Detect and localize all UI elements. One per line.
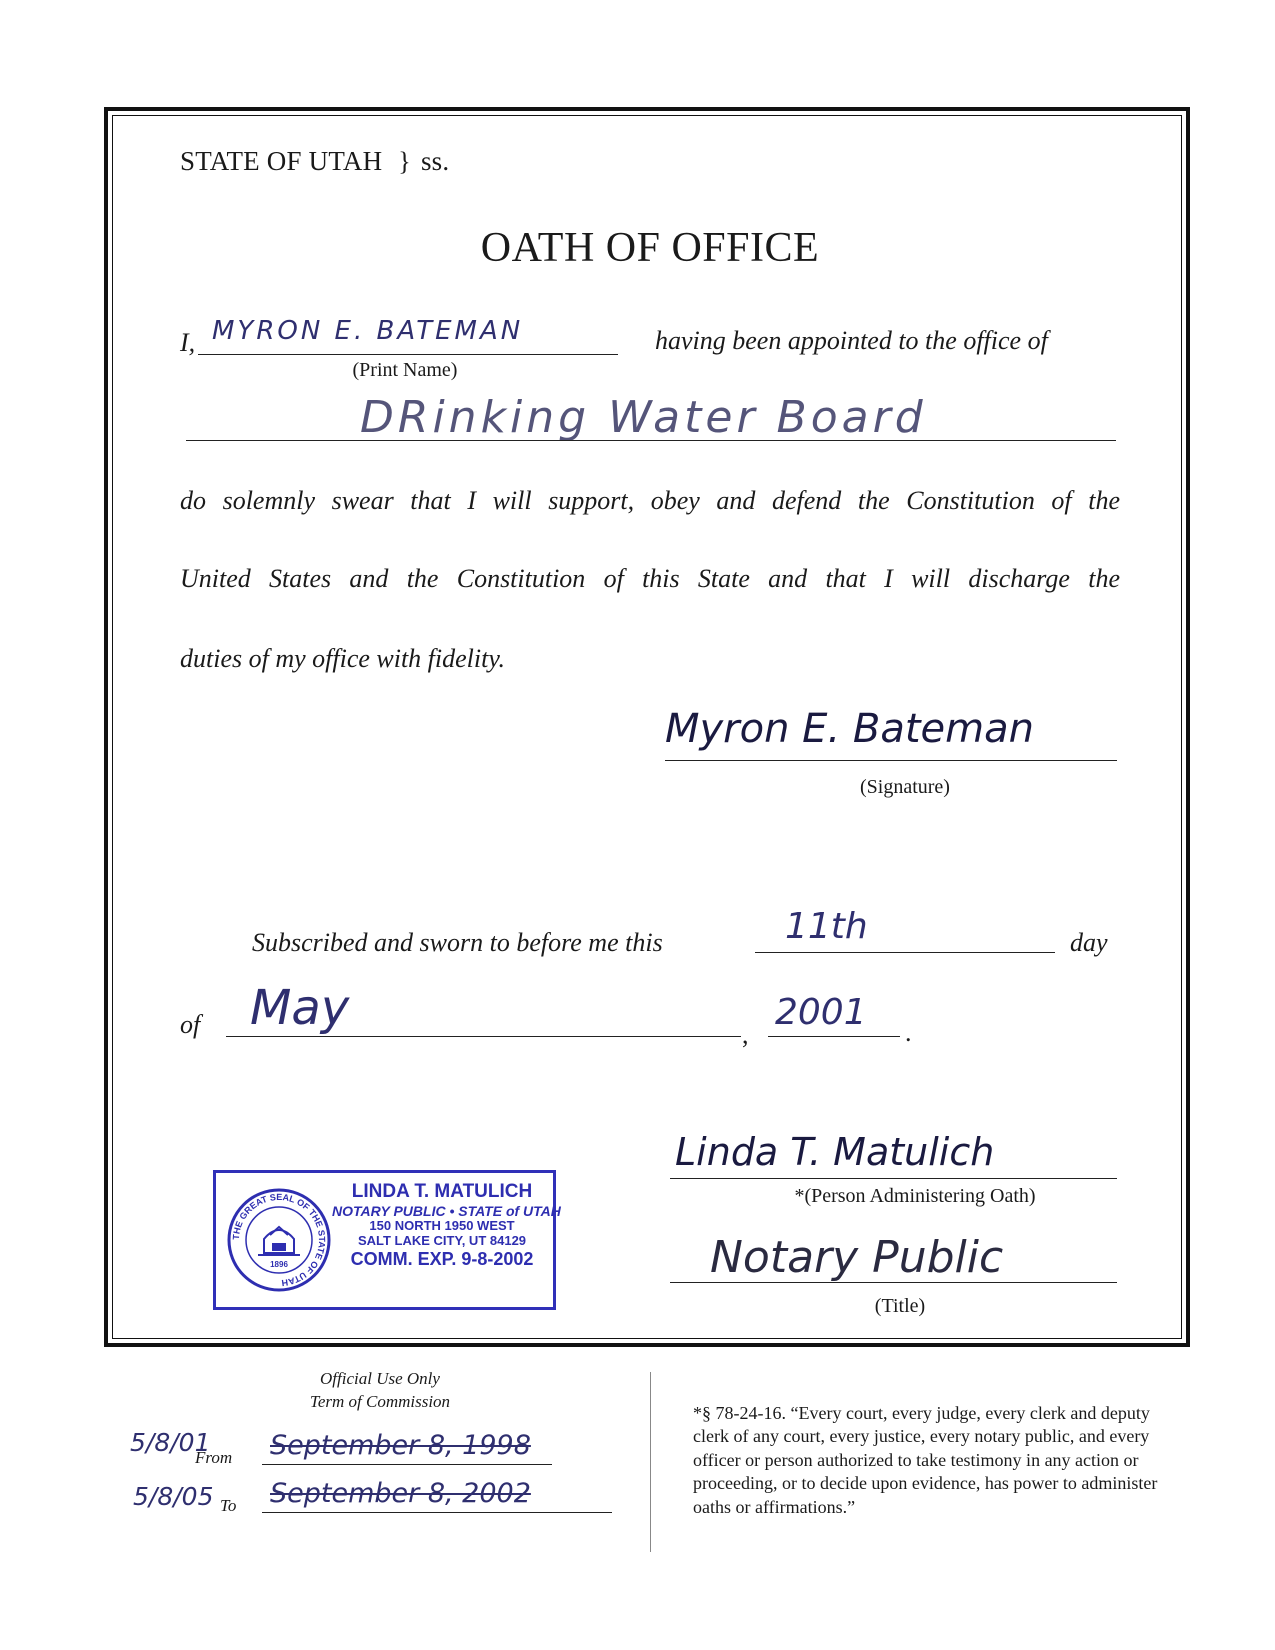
official-use-heading-2: Term of Commission (309, 1391, 451, 1411)
administrator-title-caption: (Title) (874, 1295, 926, 1317)
stamp-address-street: 150 NORTH 1950 WEST (369, 1217, 515, 1233)
sworn-day-line (755, 952, 1055, 953)
administrator-caption: *(Person Administering Oath) (794, 1185, 1036, 1207)
oath-text-line-2: United States and the Constitution of this State and that I will discharge the (180, 564, 1120, 593)
seal-ring-text: THE GREAT SEAL OF THE STATE OF UTAH (230, 1191, 328, 1288)
print-name-handwritten: MYRON E. BATEMAN (212, 316, 524, 346)
print-name-line (198, 354, 618, 355)
term-from-line (262, 1464, 552, 1465)
administrator-title-line (670, 1282, 1117, 1283)
statute-note: *§ 78-24-16. “Every court, every judge, every clerk and deputy clerk of any court, every justice, every notary public, and every officer or person authorized to take testimony in any action or proceeding, or to decide upon evidence, has power to administer oaths or affirmations.” (693, 1403, 1158, 1517)
official-use-heading (280, 1368, 480, 1414)
official-use-heading-1: Official Use Only (320, 1369, 440, 1388)
term-from-label: From (195, 1448, 233, 1467)
seal-year: 1896 (270, 1260, 288, 1269)
sworn-month-line (226, 1036, 741, 1037)
sworn-prefix: Subscribed and sworn to before me this (252, 928, 663, 957)
sworn-period: . (905, 1018, 912, 1047)
appointment-suffix: having been appointed to the office of (655, 326, 1048, 355)
state-seal-icon (226, 1187, 332, 1293)
state-ss: ss. (420, 146, 450, 176)
administrator-signature-handwritten: Linda T. Matulich (675, 1130, 995, 1174)
term-to-line (262, 1512, 612, 1513)
oath-text-line-1: do solemnly swear that I will support, obey and defend the Constitution of the (180, 486, 1120, 515)
sworn-year-handwritten: 2001 (775, 992, 867, 1033)
office-line (186, 440, 1116, 441)
page-title: OATH OF OFFICE (480, 225, 820, 271)
sworn-comma: , (742, 1020, 749, 1049)
sworn-month-handwritten: May (250, 980, 350, 1036)
sworn-day-suffix: day (1070, 928, 1108, 957)
footer-divider (650, 1372, 651, 1552)
stamp-address-city: SALT LAKE CITY, UT 84129 (357, 1232, 527, 1248)
state-name: STATE OF UTAH (180, 146, 383, 176)
stamp-notary-public: NOTARY PUBLIC • STATE of UTAH (332, 1202, 561, 1219)
oath-text-line-3: duties of my office with fidelity. (180, 644, 505, 673)
stamp-commission-expiry: COMM. EXP. 9-8-2002 (350, 1248, 534, 1269)
signature-line (665, 760, 1117, 761)
term-to-label: To (220, 1496, 237, 1515)
administrator-title-handwritten: Notary Public (710, 1232, 1004, 1283)
term-from-struck-date: September 8, 1998 (270, 1430, 531, 1461)
signature-handwritten: Myron E. Bateman (665, 706, 1034, 752)
term-to-date-handwritten: 5/8/05 (133, 1482, 214, 1511)
appointment-prefix: I, (180, 328, 196, 357)
stamp-notary-name: LINDA T. MATULICH (351, 1181, 533, 1202)
sworn-year-line (768, 1036, 900, 1037)
sworn-of-label: of (180, 1010, 201, 1039)
state-header (180, 146, 449, 177)
administrator-signature-line (670, 1178, 1117, 1179)
notary-stamp (213, 1170, 561, 1310)
sworn-day-handwritten: 11th (785, 906, 868, 947)
state-brace: } (398, 147, 411, 176)
term-from-date-handwritten: 5/8/01 (130, 1428, 211, 1457)
signature-caption: (Signature) (860, 776, 950, 798)
print-name-caption: (Print Name) (352, 359, 458, 381)
office-handwritten: DRinking Water Board (360, 392, 927, 443)
stamp-text-block (332, 1181, 561, 1270)
term-to-struck-date: September 8, 2002 (270, 1478, 531, 1509)
